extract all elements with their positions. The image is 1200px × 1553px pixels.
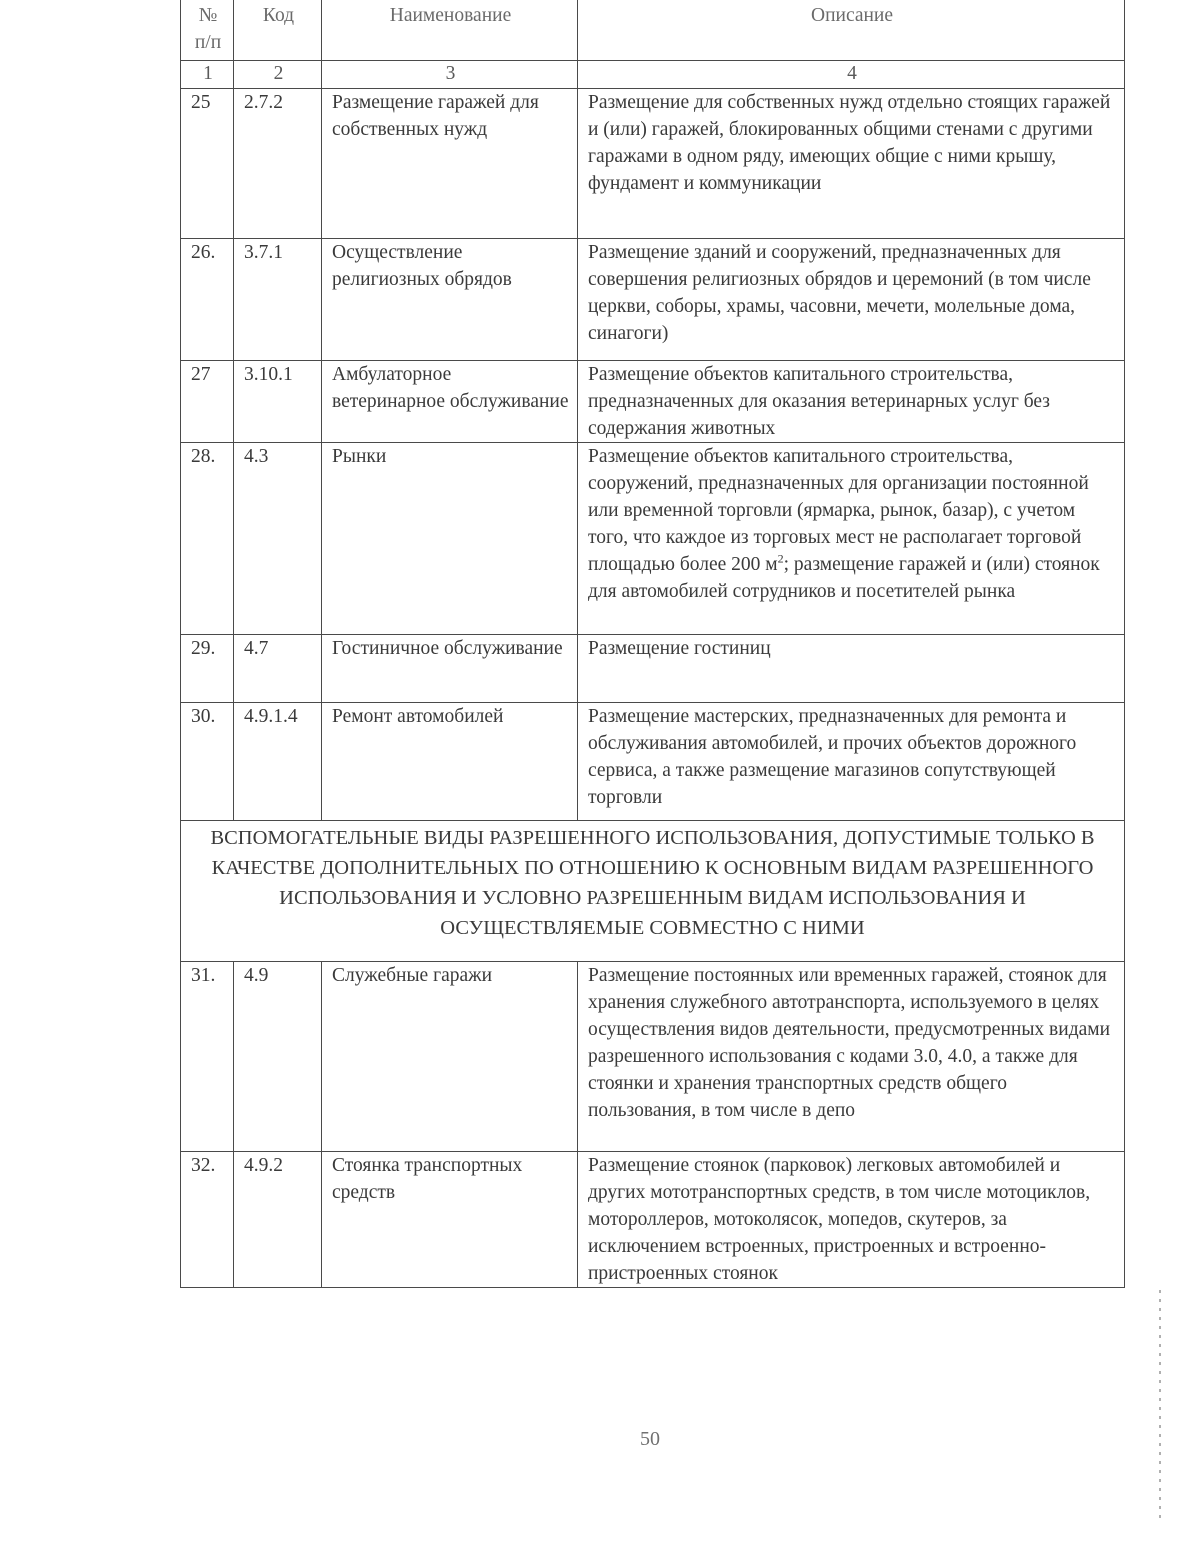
row-num: 25: [181, 89, 234, 239]
row-code: 4.7: [234, 635, 322, 703]
table-header-row: [181, 0, 1125, 61]
row-description: Размещение стоянок (парковок) легковых автомобилей и других мототранспортных средств, в том числе мотоциклов, мотороллеров, мотоколясок, мопедов, скутеров, за исключением встроенных, пристроенных и встроенно-пристроенных стоянок: [578, 1152, 1125, 1288]
header-code: Код: [234, 0, 322, 61]
row-num: 30.: [181, 703, 234, 821]
header-description: Описание: [578, 0, 1125, 61]
row-num: 32.: [181, 1152, 234, 1288]
row-code: 3.7.1: [234, 239, 322, 361]
table-row: [181, 361, 1125, 443]
land-use-table: [180, 0, 1125, 1288]
column-index-row: [181, 61, 1125, 89]
column-index: 1: [181, 61, 234, 89]
row-code: 4.9.2: [234, 1152, 322, 1288]
row-num: 27: [181, 361, 234, 443]
column-index: 2: [234, 61, 322, 89]
table-row: [181, 443, 1125, 635]
row-description: Размещение мастерских, предназначенных для ремонта и обслуживания автомобилей, и прочих объектов дорожного сервиса, а также размещение магазинов сопутствующей торговли: [578, 703, 1125, 821]
row-name: Размещение гаражей для собственных нужд: [322, 89, 578, 239]
row-name: Осуществление религиозных обрядов: [322, 239, 578, 361]
header-name: Наименование: [322, 0, 578, 61]
row-code: 3.10.1: [234, 361, 322, 443]
row-num: 31.: [181, 962, 234, 1152]
table-row: [181, 89, 1125, 239]
description-text: ; размещение гаражей и (или) стоянок для автомобилей сотрудников и посетителей рынка: [588, 554, 1100, 602]
row-description: Размещение постоянных или временных гаражей, стоянок для хранения служебного автотранспорта, используемого в целях осуществления видов деятельности, предусмотренных видами разрешенного использования с кодами 3.0, 4.0, а также для стоянки и хранения транспортных средств общего пользования, в том числе в депо: [578, 962, 1125, 1152]
row-name: Ремонт автомобилей: [322, 703, 578, 821]
section-heading-row: [181, 821, 1125, 962]
table-row: [181, 1152, 1125, 1288]
table-row: [181, 703, 1125, 821]
row-code: 4.9: [234, 962, 322, 1152]
row-code: 4.3: [234, 443, 322, 635]
row-description: Размещение гостиниц: [578, 635, 1125, 703]
column-index: 3: [322, 61, 578, 89]
row-description: Размещение объектов капитального строительства, предназначенных для оказания ветеринарных услуг без содержания животных: [578, 361, 1125, 443]
row-num: 29.: [181, 635, 234, 703]
description-text: Размещение объектов капитального строительства, сооружений, предназначенных для организации постоянной или временной торговли (ярмарка, рынок, базар), с учетом того, что каждое из торговых мест не располагает торговой площадью более 200 м: [588, 446, 1089, 575]
header-num: № п/п: [181, 0, 234, 61]
row-description: [578, 443, 1125, 635]
table-row: [181, 962, 1125, 1152]
row-name: Амбулаторное ветеринарное обслуживание: [322, 361, 578, 443]
row-name: Стоянка транспортных средств: [322, 1152, 578, 1288]
row-name: Рынки: [322, 443, 578, 635]
row-num: 26.: [181, 239, 234, 361]
superscript: 2: [777, 551, 784, 566]
row-description: Размещение для собственных нужд отдельно стоящих гаражей и (или) гаражей, блокированных общими стенами с другими гаражами в одном ряду, имеющих общие с ними крышу, фундамент и коммуникации: [578, 89, 1125, 239]
table-row: [181, 635, 1125, 703]
row-name: Служебные гаражи: [322, 962, 578, 1152]
page-number: 50: [640, 1428, 660, 1450]
row-description: Размещение зданий и сооружений, предназначенных для совершения религиозных обрядов и церемоний (в том числе церкви, соборы, храмы, часовни, мечети, молельные дома, синагоги): [578, 239, 1125, 361]
table-row: [181, 239, 1125, 361]
row-name: Гостиничное обслуживание: [322, 635, 578, 703]
section-heading: ВСПОМОГАТЕЛЬНЫЕ ВИДЫ РАЗРЕШЕННОГО ИСПОЛЬЗОВАНИЯ, ДОПУСТИМЫЕ ТОЛЬКО В КАЧЕСТВЕ ДОПОЛНИТЕЛЬНЫХ ПО ОТНОШЕНИЮ К ОСНОВНЫМ ВИДАМ РАЗРЕШЕННОГО ИСПОЛЬЗОВАНИЯ И УСЛОВНО РАЗРЕШЕННЫМ ВИДАМ ИСПОЛЬЗОВАНИЯ И ОСУЩЕСТВЛЯЕМЫЕ СОВМЕСТНО С НИМИ: [181, 821, 1125, 962]
row-code: 2.7.2: [234, 89, 322, 239]
scan-edge-mark: [1159, 1290, 1161, 1520]
column-index: 4: [578, 61, 1125, 89]
row-num: 28.: [181, 443, 234, 635]
row-code: 4.9.1.4: [234, 703, 322, 821]
